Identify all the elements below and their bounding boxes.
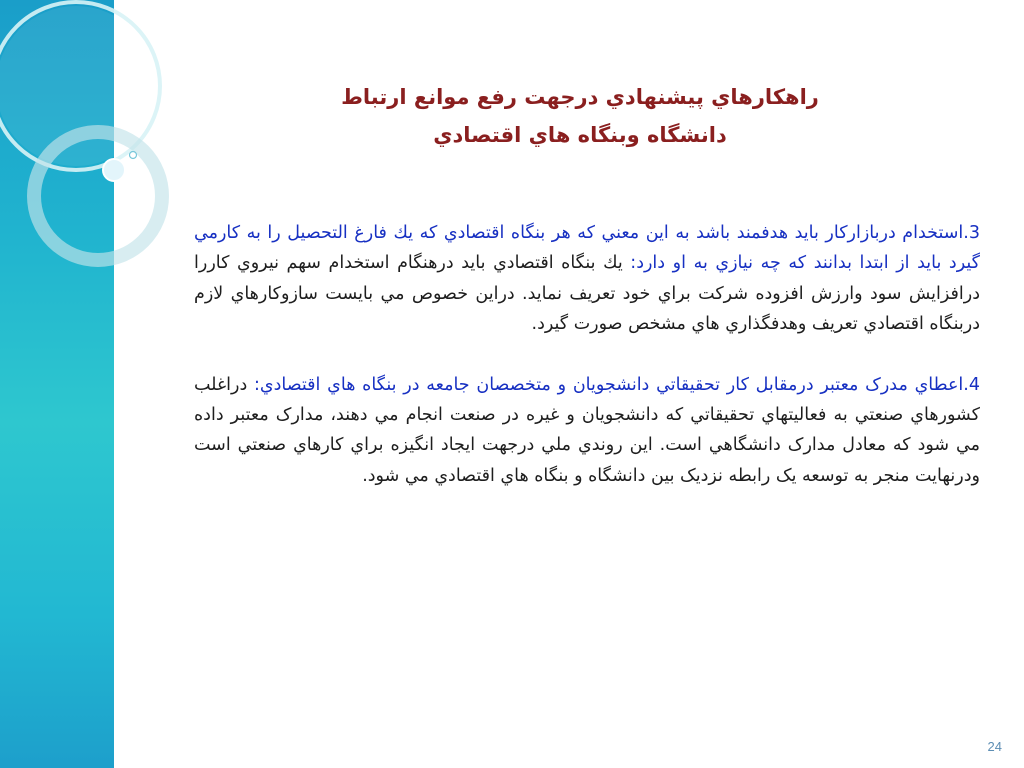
decorative-side-band <box>0 0 114 768</box>
paragraph-4 <box>194 370 980 492</box>
slide-body <box>194 218 980 521</box>
slide-number: 24 <box>987 739 1002 754</box>
paragraph-4-lead: 4.اعطاي مدرک معتبر درمقابل کار تحقيقاتي دانشجويان و متخصصان جامعه در بنگاه هاي اقتصادي: <box>254 374 980 395</box>
paragraph-4-text: دراغلب كشورهاي صنعتي به فعاليتهاي تحقيقاتي كه دانشجويان و غيره در صنعت انجام مي دهند، مدارک معتبر داده مي شود كه معادل مدارک دانشگاهي است. اين روندي ملي درجهت ايجاد انگيزه براي كارهاي صنعتي است ودرنهايت منجر به توسعه يک رابطه نزديک بين دانشگاه و بنگاه هاي اقتصادي مي شود. <box>194 374 980 486</box>
slide-title <box>300 78 860 154</box>
title-line-1: راهكارهاي پيشنهادي درجهت رفع موانع ارتباط <box>341 85 819 109</box>
paragraph-3-text: يك بنگاه اقتصادي بايد درهنگام استخدام سهم نيروي كاررا درافزايش سود وارزش افزوده شركت براي خود تعريف نمايد. دراين خصوص مي بايست سازوكارهاي لازم دربنگاه اقتصادي تعريف وهدفگذاري هاي مشخص صورت گيرد. <box>194 253 980 335</box>
paragraph-3-lead: 3.استخدام دربازاركار بايد هدفمند باشد به اين معني كه هر بنگاه اقتصادي كه يك فارغ التحصيل را به كارمي گيرد بايد از ابتدا بدانند كه چه نيازي به او دارد: <box>194 223 980 274</box>
paragraph-3 <box>194 218 980 340</box>
title-line-2: دانشگاه وبنگاه هاي اقتصادي <box>433 123 727 147</box>
